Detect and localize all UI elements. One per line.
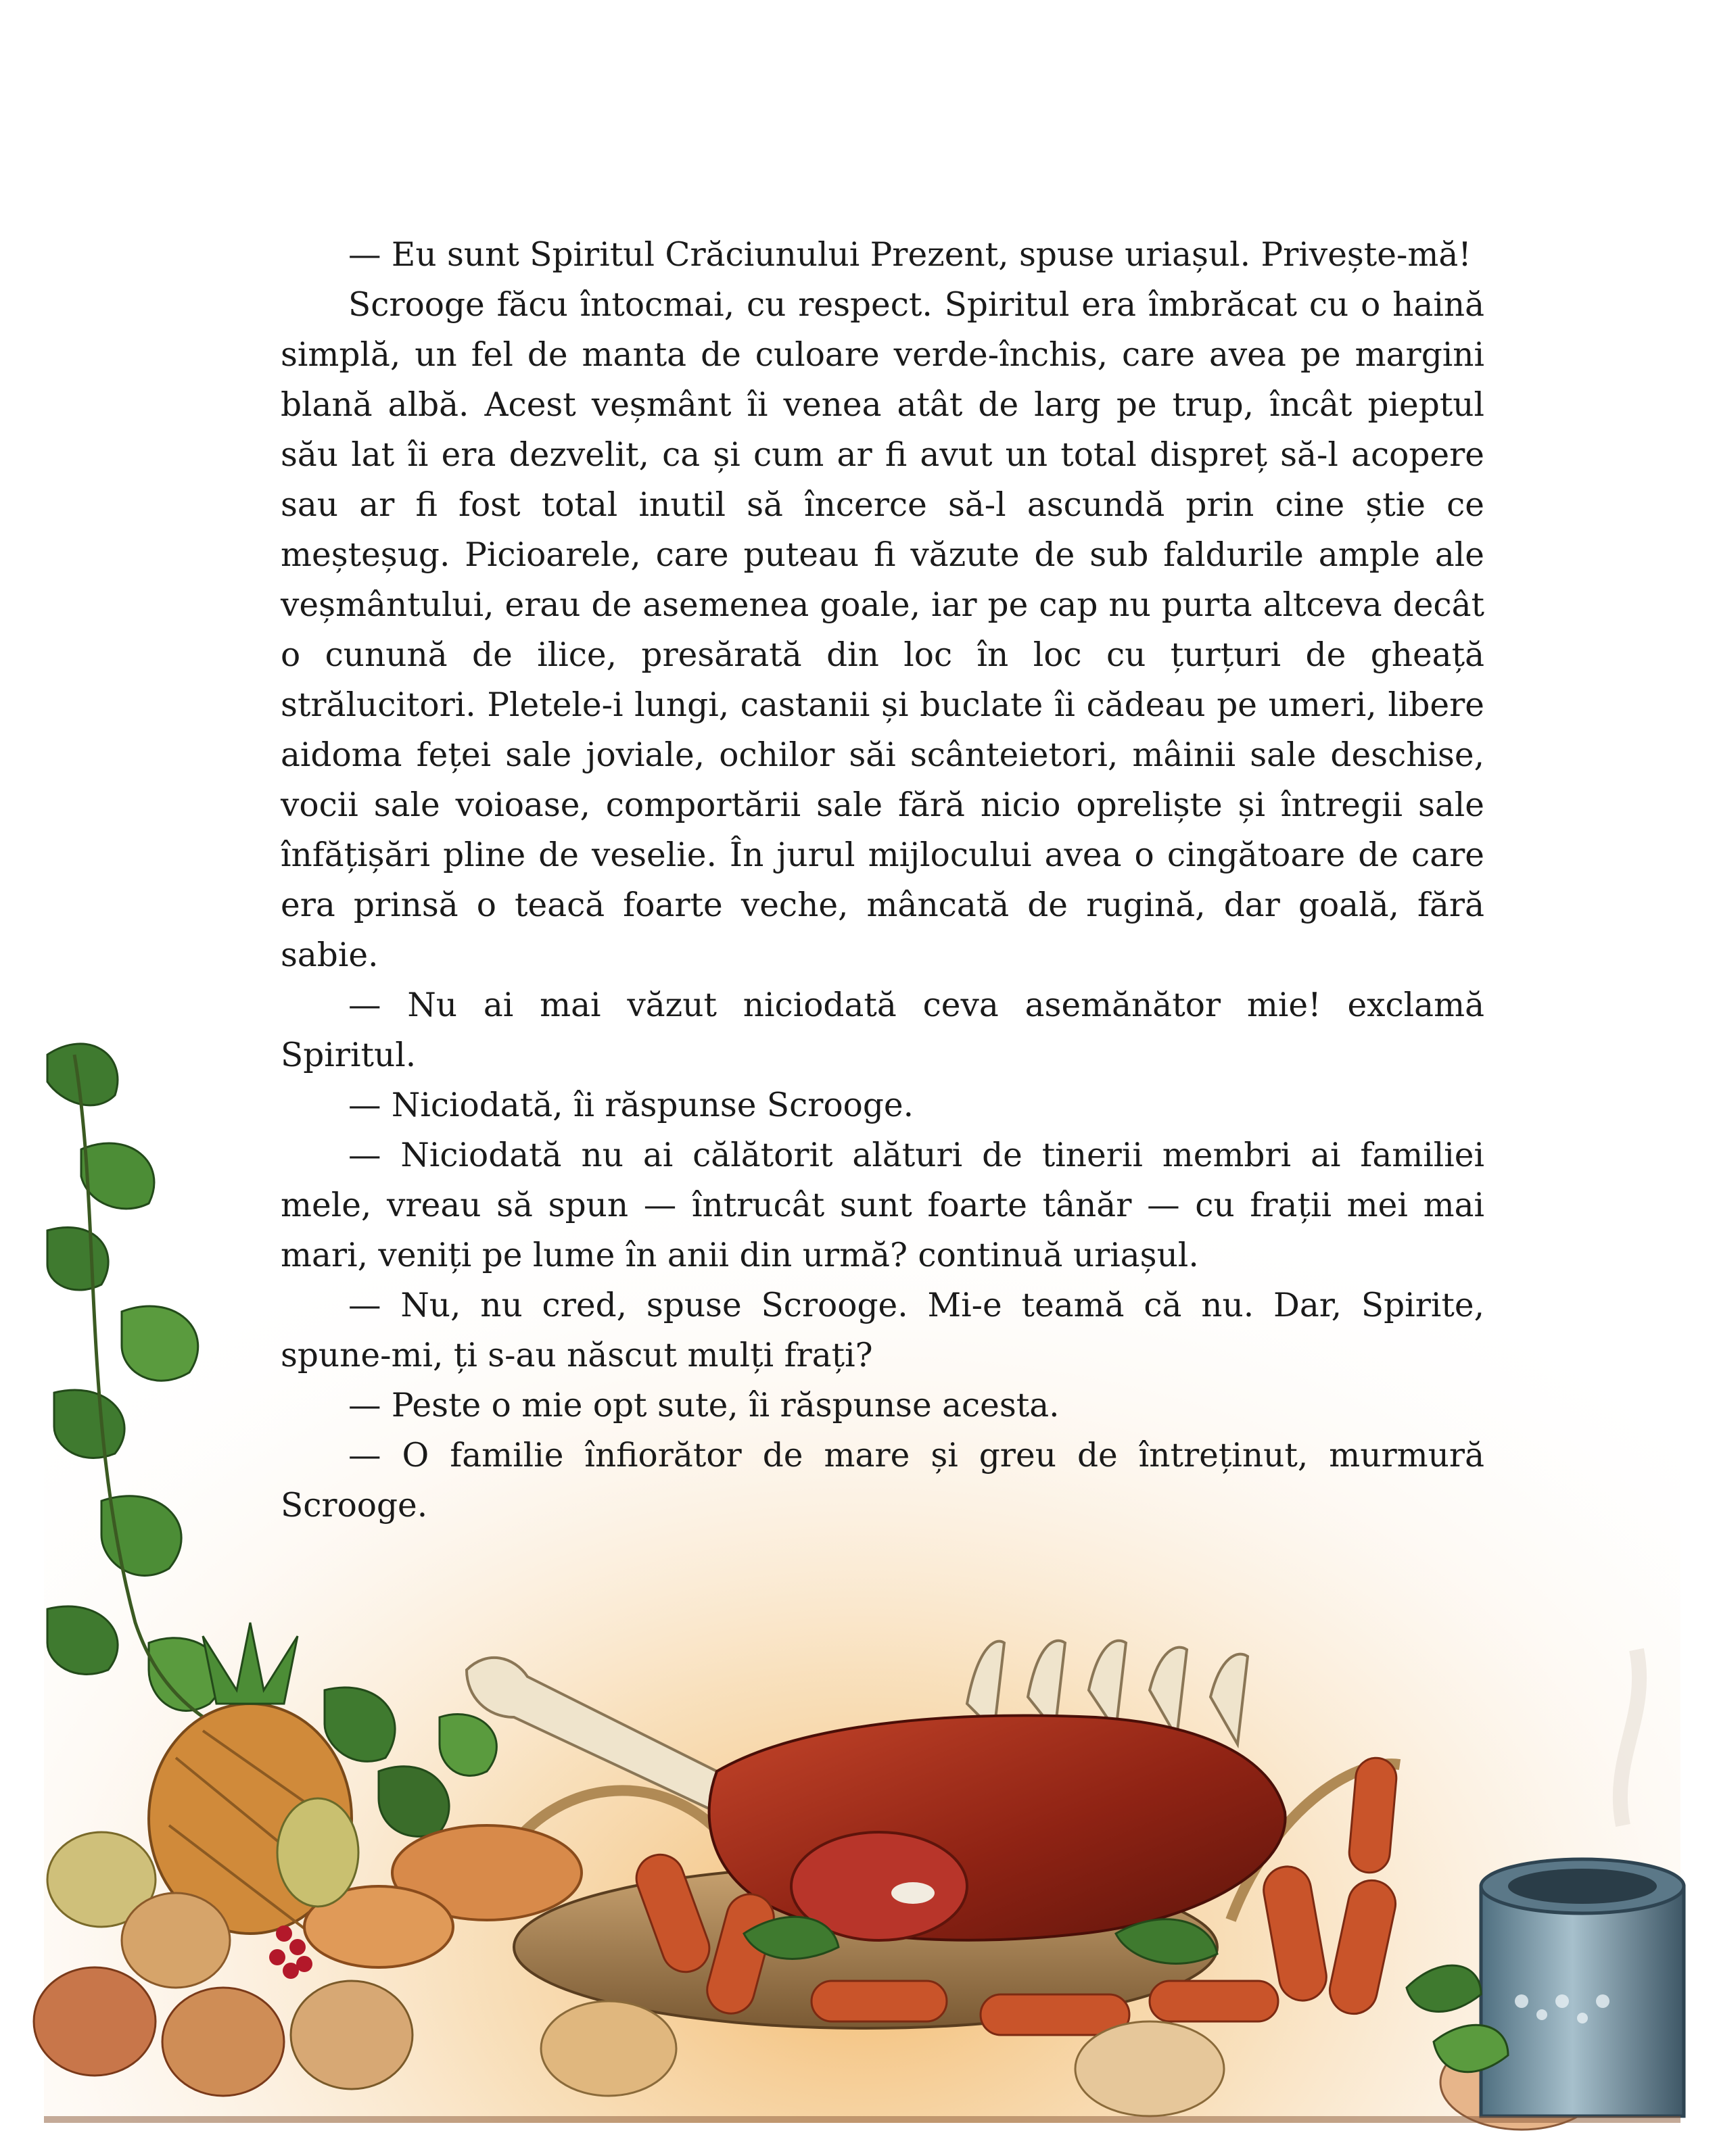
paragraph-5: — Niciodată nu ai călătorit alături de tinerii membri ai familiei mele, vreau să spun — întrucât sunt foarte tânăr — cu frații mei mai mari, veniți pe lume în anii din urmă? continuă uriașul. [281,1136,1484,1274]
bottom-edge [44,2116,1680,2123]
paragraph-7: — Peste o mie opt sute, îi răspunse acesta. [348,1387,1060,1424]
paragraph-3: — Nu ai mai văzut niciodată ceva asemănător mie! exclamă Spiritul. [281,986,1484,1074]
paragraph-6: — Nu, nu cred, spuse Scrooge. Mi-e teamă că nu. Dar, Spirite, spune-mi, ți s-au născut mulți frați? [281,1287,1484,1374]
cooking-pot [1481,1859,1684,2116]
paragraph-2: Scrooge făcu întocmai, cu respect. Spiritul era îmbrăcat cu o haină simplă, un fel de manta de culoare verde-închis, care avea pe margini blană albă. Acest veșmânt îi venea atât de larg pe trup, încât pieptul său lat îi era dezvelit, ca și cum ar fi avut un total dispreț să-l acopere sau ar fi fost total inutil să încerce să-l ascundă prin cine știe ce meșteșug. Picioarele, care puteau fi văzute de sub faldurile ample ale veșmântului, erau de asemenea goale, iar pe cap nu purta altceva decât o cunună de ilice, presărată din loc în loc cu țurțuri de gheață strălucitori. Pletele-i lungi, castanii și buclate îi cădeau pe umeri, libere aidoma feței sale joviale, ochilor săi scânteietori, mâinii sale deschise, vocii sale voioase, comportării sale fără nicio opreliște și întregii sale înfățișări pline de veselie. În jurul mijlocului avea o cingătoare de care era prinsă o teacă foarte veche, mâncată de rugină, dar goală, fără sabie. [281,286,1484,974]
meat-bone-marrow [891,1882,935,1904]
story-text [281,230,1484,1531]
paragraph-1: — Eu sunt Spiritul Crăciunului Prezent, spuse uriașul. Privește-mă! [348,236,1472,274]
paragraph-4: — Niciodată, îi răspunse Scrooge. [348,1086,914,1124]
paragraph-8: — O familie înfiorător de mare și greu de întreținut, murmură Scrooge. [281,1437,1484,1525]
